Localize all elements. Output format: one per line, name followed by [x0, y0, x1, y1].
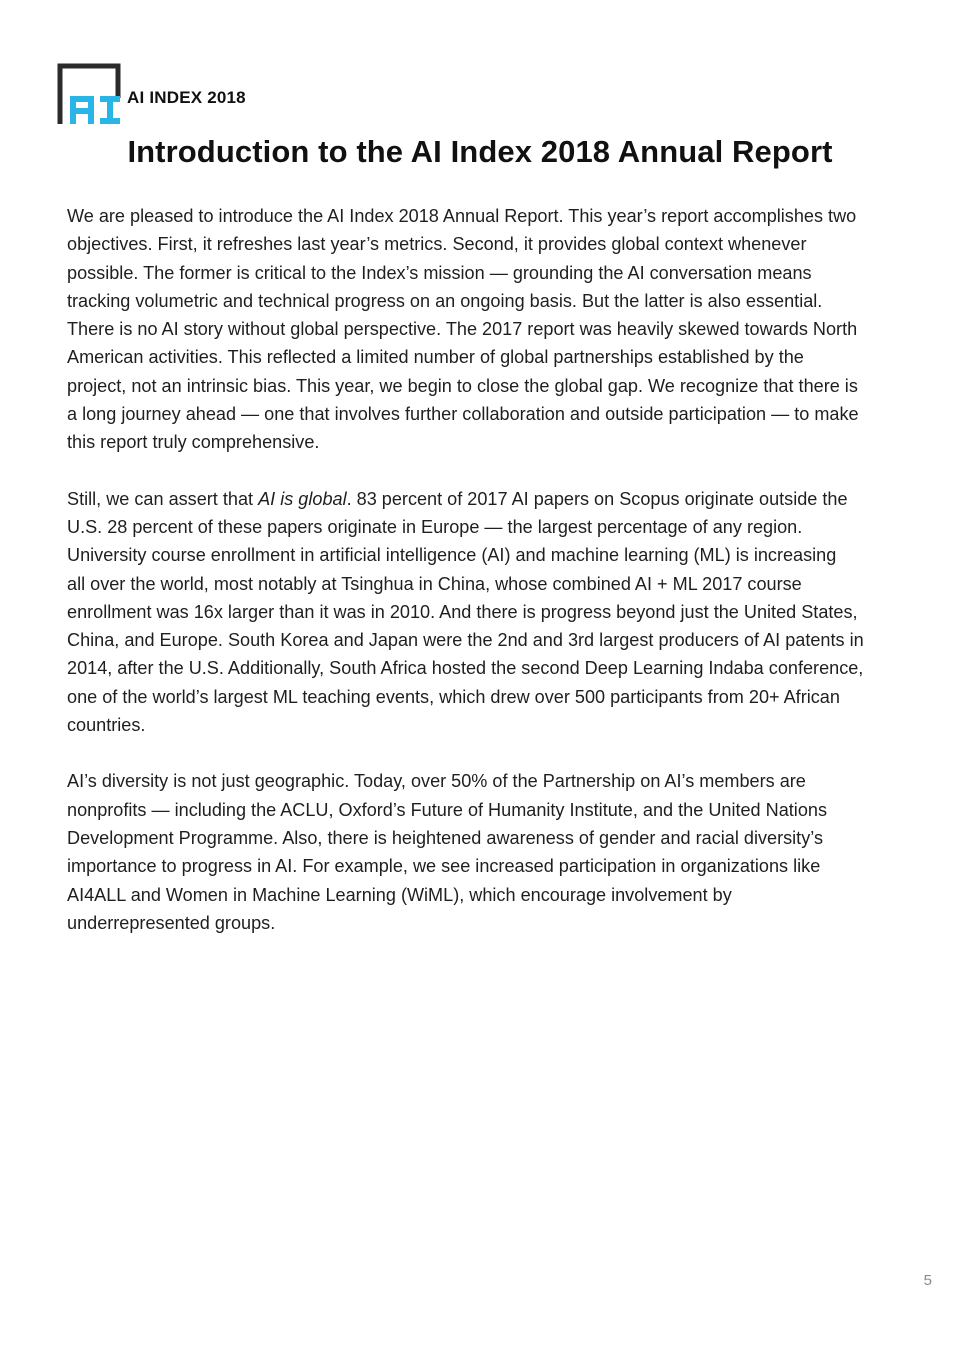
paragraph-diversity: AI’s diversity is not just geographic. Today, over 50% of the Partnership on AI’s members are nonprofits — including the ACLU, Oxford’s Future of Humanity Institute, and the United Nations Development Programme. Also, there is heightened awareness of gender and racial diversity’s importance to progress in AI. For example, we see increased participation in organizations like AI4ALL and Women in Machine Learning (WiML), which encourage involvement by underrepresented groups.	[67, 771, 827, 933]
paragraph-global	[67, 485, 897, 740]
paragraph-global-rest: . 83 percent of 2017 AI papers on Scopus originate outside the U.S. 28 percent of these papers originate in Europe — the largest percentage of any region. University course enrollment in artificial intelligence (AI) and machine learning (ML) is increasing all over the world, most notably at Tsinghua in China, whose combined AI + ML 2017 course enrollment was 16x larger than it was in 2010. And there is progress beyond just the United States, China, and Europe. South Korea and Japan were the 2nd and 3rd largest producers of AI patents in 2014, after the U.S. Additionally, South Africa hosted the second Deep Learning Indaba conference, one of the world’s largest ML teaching events, which drew over 500 participants from 20+ African countries.	[67, 488, 864, 736]
ai-index-logo	[56, 62, 122, 126]
brand-title: AI INDEX 2018	[127, 88, 246, 107]
paragraph-global-lead: Still, we can assert that	[67, 488, 259, 509]
page-title: Introduction to the AI Index 2018 Annual Report	[127, 134, 833, 169]
report-body	[67, 202, 897, 965]
logo-letters	[70, 96, 120, 124]
page-number: 5	[923, 1272, 932, 1289]
paragraph-introduction: We are pleased to introduce the AI Index 2018 Annual Report. This year’s report accomplishes two objectives. First, it refreshes last year’s metrics. Second, it provides global context whenever possible. The former is critical to the Index’s mission — grounding the AI conversation means tracking volumetric and technical progress on an ongoing basis. But the latter is also essential. There is no AI story without global perspective. The 2017 report was heavily skewed towards North American activities. This reflected a limited number of global partnerships established by the project, not an intrinsic bias. This year, we begin to close the global gap. We recognize that there is a long journey ahead — one that involves further collaboration and outside participation — to make this report truly comprehensive.	[67, 206, 859, 453]
paragraph-global-emphasis: AI is global	[258, 488, 347, 509]
